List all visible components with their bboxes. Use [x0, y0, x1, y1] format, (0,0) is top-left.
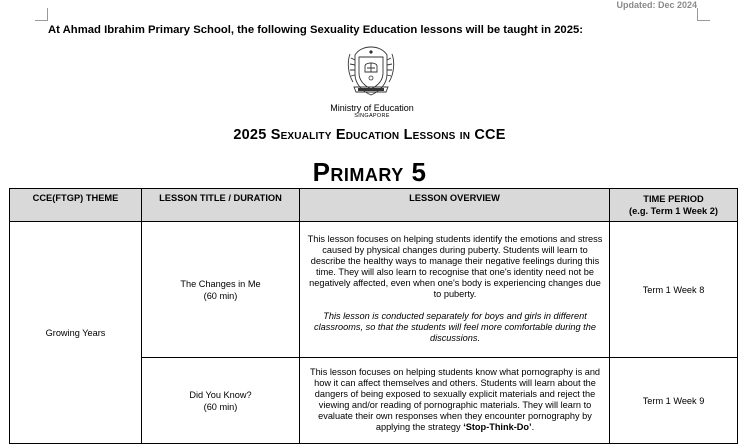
lesson-title-cell — [142, 222, 300, 358]
crop-mark-top-left — [35, 8, 48, 21]
lessons-table — [9, 188, 738, 444]
time-period-cell: Term 1 Week 9 — [610, 358, 738, 444]
lesson-title: Did You Know? — [189, 389, 252, 400]
document-title: 2025 Sexuality Education Lessons in CCE — [233, 127, 506, 143]
intro-statement: At Ahmad Ibrahim Primary School, the following Sexuality Education lessons will be taught in 2025: — [48, 24, 584, 36]
header-time-period-label: TIME PERIOD — [643, 194, 704, 204]
ministry-name: Ministry of Education — [330, 103, 414, 113]
header-theme: CCE(FTGP) THEME — [10, 189, 142, 222]
lesson-overview-note: This lesson is conducted separately for boys and girls in different classrooms, so that the students will feel more comfortable during the discussions. — [314, 311, 596, 343]
header-time-period — [610, 189, 738, 222]
lesson-title: The Changes in Me — [180, 278, 261, 289]
overview-end: . — [531, 422, 535, 432]
updated-date: Updated: Dec 2024 — [616, 0, 697, 10]
time-period-cell: Term 1 Week 8 — [610, 222, 738, 358]
moe-crest-logo — [344, 44, 398, 100]
header-overview: LESSON OVERVIEW — [300, 189, 610, 222]
table-row — [10, 222, 738, 358]
lesson-overview-cell — [300, 222, 610, 358]
header-time-period-example: (e.g. Term 1 Week 2) — [628, 206, 719, 216]
overview-strategy: ‘Stop-Think-Do’ — [463, 422, 532, 432]
lesson-duration: (60 min) — [203, 290, 238, 301]
lesson-overview-text: This lesson focuses on helping students identify the emotions and stress caused by physical changes during puberty. Students will learn to describe the healthy ways to manage their negative feelings during this time. They will also learn to recognise that one's identity need not be negatively affected, even when one's body is experiencing changes due to puberty. — [307, 234, 603, 299]
ministry-country: SINGAPORE — [354, 113, 390, 119]
lesson-duration: (60 min) — [203, 401, 238, 412]
level-heading: Primary 5 — [312, 157, 427, 187]
lesson-overview-text — [305, 367, 605, 433]
lesson-overview-cell — [300, 358, 610, 444]
ministry-label — [300, 103, 444, 120]
lesson-title-cell — [142, 358, 300, 444]
header-lesson-title: LESSON TITLE / DURATION — [142, 189, 300, 222]
theme-cell: Growing Years — [10, 222, 142, 444]
table-header-row — [10, 189, 738, 222]
crop-mark-top-right — [697, 8, 710, 21]
overview-text: This lesson focuses on helping students know what pornography is and how it can affect themselves and others. Students will learn about the dangers of being exposed to sexually explicit materials and reject the viewing and/or reading of pornographic materials. They will learn to evaluate their own responses when they encounter pornography by applying the strategy — [309, 367, 601, 432]
